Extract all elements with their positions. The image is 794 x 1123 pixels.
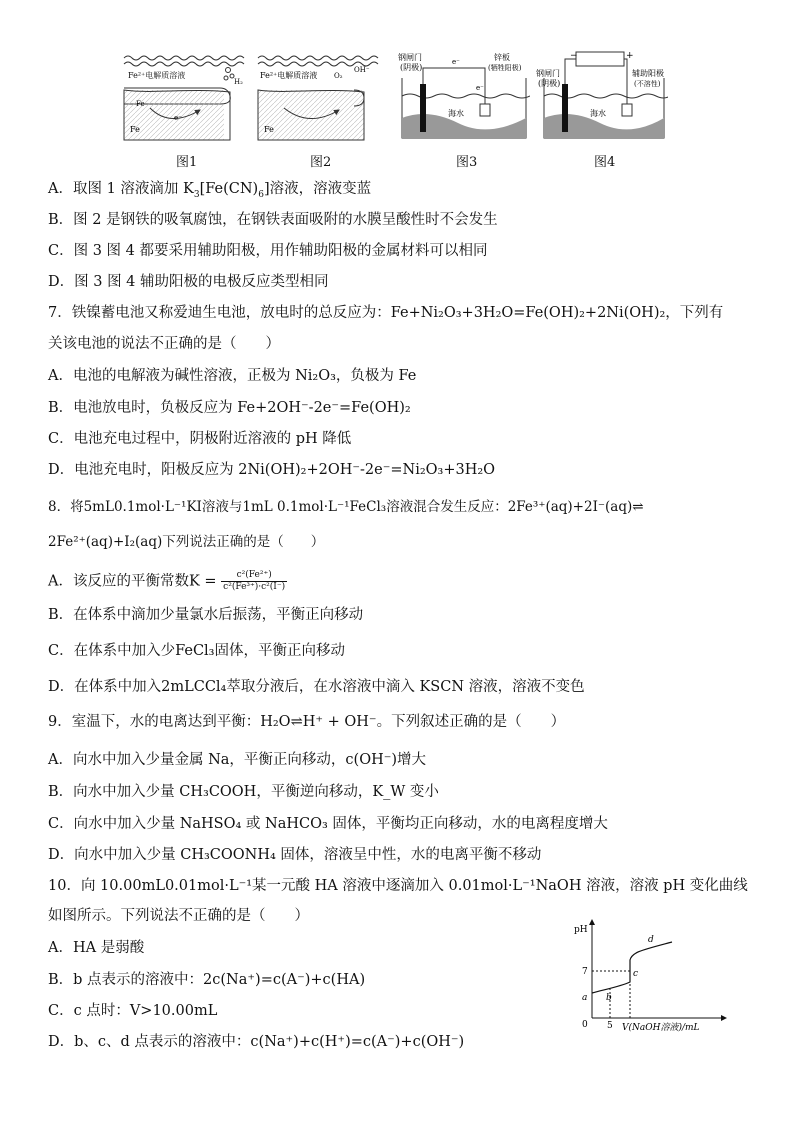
q7-option-b: B．电池放电时，负极反应为 Fe+2OH⁻-2e⁻=Fe(OH)₂	[48, 400, 411, 416]
fig4-left-label1: 钢闸门	[536, 69, 560, 78]
fig4-left-label2: (阴极)	[538, 79, 561, 88]
q9-option-d: D．向水中加入少量 CH₃COONH₄ 固体，溶液呈中性，水的电离平衡不移动	[48, 847, 542, 863]
q9-option-c: C．向水中加入少量 NaHSO₄ 或 NaHCO₃ 固体，平衡均正向移动，水的电离程度增大	[48, 816, 608, 832]
q7-option-a: A．电池的电解液为碱性溶液，正极为 Ni₂O₃，负极为 Fe	[48, 368, 417, 384]
q8-option-d: D．在体系中加入2mLCCl₄萃取分液后，在水溶液中滴入 KSCN 溶液，溶液不变色	[48, 679, 585, 695]
fig1-caption: 图1	[176, 155, 198, 170]
q9-stem: 9．室温下，水的电离达到平衡：H₂O⇌H⁺ + OH⁻。下列叙述正确的是（ ）	[48, 714, 566, 730]
q8-option-a-text: A．该反应的平衡常数K =	[48, 573, 217, 590]
q8-option-b: B．在体系中滴加少量氯水后振荡，平衡正向移动	[48, 607, 364, 623]
fig2-solution-label: Fe²⁺电解质溶液	[260, 71, 318, 80]
fig1-metal-label: Fe	[130, 125, 140, 134]
point-b-label: b	[606, 993, 612, 1003]
fig3-caption: 图3	[456, 155, 478, 170]
fig2-o2-label: O₂	[334, 72, 343, 80]
q8-option-c: C．在体系中加入少FeCl₃固体，平衡正向移动	[48, 643, 345, 659]
q8-option-a	[48, 570, 287, 593]
fig4-right-label2: (不溶性)	[634, 80, 661, 88]
q9-option-a: A．向水中加入少量金属 Na，平衡正向移动，c(OH⁻)增大	[48, 752, 427, 768]
fig3-right-label2: (牺牲阳极)	[488, 64, 522, 72]
x-axis-label: V(NaOH溶液)/mL	[622, 1023, 700, 1033]
y-tick-7: 7	[582, 967, 588, 977]
q7-option-c: C．电池充电过程中，阴极附近溶液的 pH 降低	[48, 431, 352, 447]
fig4-water-label: 海水	[590, 109, 606, 118]
q6-option-a: A．取图 1 溶液滴加 $K_3[Fe(CN)_6]$溶液，溶液变蓝	[48, 181, 372, 200]
fig2-metal-label: Fe	[264, 125, 274, 134]
figure-2	[254, 48, 382, 143]
q6-option-d: D．图 3 图 4 辅助阳极的电极反应类型相同	[48, 274, 329, 290]
q6-option-b: B．图 2 是钢铁的吸氧腐蚀，在钢铁表面吸附的水膜呈酸性时不会发生	[48, 212, 498, 228]
titration-curve	[592, 942, 672, 993]
titration-curve-graph	[562, 914, 732, 1034]
q8-stem-line1: 8．将5mL0.1mol·L⁻¹KI溶液与1mL 0.1mol·L⁻¹FeCl₃溶液混合发生反应：2Fe³⁺(aq)+2I⁻(aq)⇌	[48, 499, 644, 515]
fig1-gas-label: H₂	[234, 78, 243, 86]
point-c-label: c	[633, 969, 639, 979]
fraction-denominator: c²(Fe³⁺)·c²(I⁻)	[223, 582, 286, 592]
figure-1	[120, 48, 248, 143]
q7-stem-line1: 7．铁镍蓄电池又称爱迪生电池，放电时的总反应为：Fe+Ni₂O₃+3H₂O=Fe(OH)₂+2Ni(OH)₂，下列有	[48, 305, 724, 321]
fig2-oh-label: OH⁻	[354, 66, 370, 74]
q7-stem-line2: 关该电池的说法不正确的是（ ）	[48, 336, 280, 352]
point-d-label: d	[648, 935, 654, 945]
fig4-caption: 图4	[594, 155, 616, 170]
q10-stem-line2: 如图所示。下列说法不正确的是（ ）	[48, 908, 309, 924]
point-a-label: a	[582, 993, 588, 1003]
q6-option-c: C．图 3 图 4 都要采用辅助阳极，用作辅助阳极的金属材料可以相同	[48, 243, 488, 259]
fig3-right-label1: 锌板	[494, 53, 510, 62]
fig4-minus: −	[570, 51, 578, 61]
y-axis-label: pH	[574, 925, 588, 935]
q10-option-b: B．b 点表示的溶液中：2c(Na⁺)=c(A⁻)+c(HA)	[48, 972, 366, 988]
q7-option-d: D．电池充电时，阳极反应为 2Ni(OH)₂+2OH⁻-2e⁻=Ni₂O₃+3H₂O	[48, 462, 496, 478]
fig4-right-label1: 辅助阳极	[632, 69, 664, 78]
figure-3	[398, 48, 530, 143]
fig3-left-label2: (阴极)	[400, 63, 423, 72]
fig2-caption: 图2	[310, 155, 332, 170]
q10-option-c: C．c 点时：V>10.00mL	[48, 1003, 218, 1019]
fig1-solution-label: Fe²⁺电解质溶液	[128, 71, 186, 80]
fig3-water-label: 海水	[448, 109, 464, 118]
q8-stem-line2: 2Fe²⁺(aq)+I₂(aq)下列说法正确的是（ ）	[48, 534, 325, 550]
fig1-e-label: e⁻	[174, 114, 182, 122]
fraction-numerator: c²(Fe²⁺)	[221, 570, 287, 582]
fig3-left-label1: 钢闸门	[398, 53, 422, 62]
fig1-fe-label: Fe	[136, 100, 145, 108]
q10-stem-line1: 10．向 10.00mL0.01mol·L⁻¹某一元酸 HA 溶液中逐滴加入 0.01mol·L⁻¹NaOH 溶液，溶液 pH 变化曲线	[48, 878, 748, 894]
fig4-plus: +	[626, 51, 634, 61]
origin-label: 0	[582, 1020, 588, 1030]
fig3-e2: e⁻	[476, 84, 484, 92]
equilibrium-constant-fraction	[221, 570, 287, 593]
fig3-e1: e⁻	[452, 58, 460, 66]
q9-option-b: B．向水中加入少量 CH₃COOH，平衡逆向移动，K_W 变小	[48, 784, 439, 800]
figure-4	[536, 48, 668, 143]
q10-option-d: D．b、c、d 点表示的溶液中：c(Na⁺)+c(H⁺)=c(A⁻)+c(OH⁻)	[48, 1034, 465, 1050]
q10-option-a: A．HA 是弱酸	[48, 940, 145, 956]
x-tick-5: 5	[607, 1021, 613, 1031]
